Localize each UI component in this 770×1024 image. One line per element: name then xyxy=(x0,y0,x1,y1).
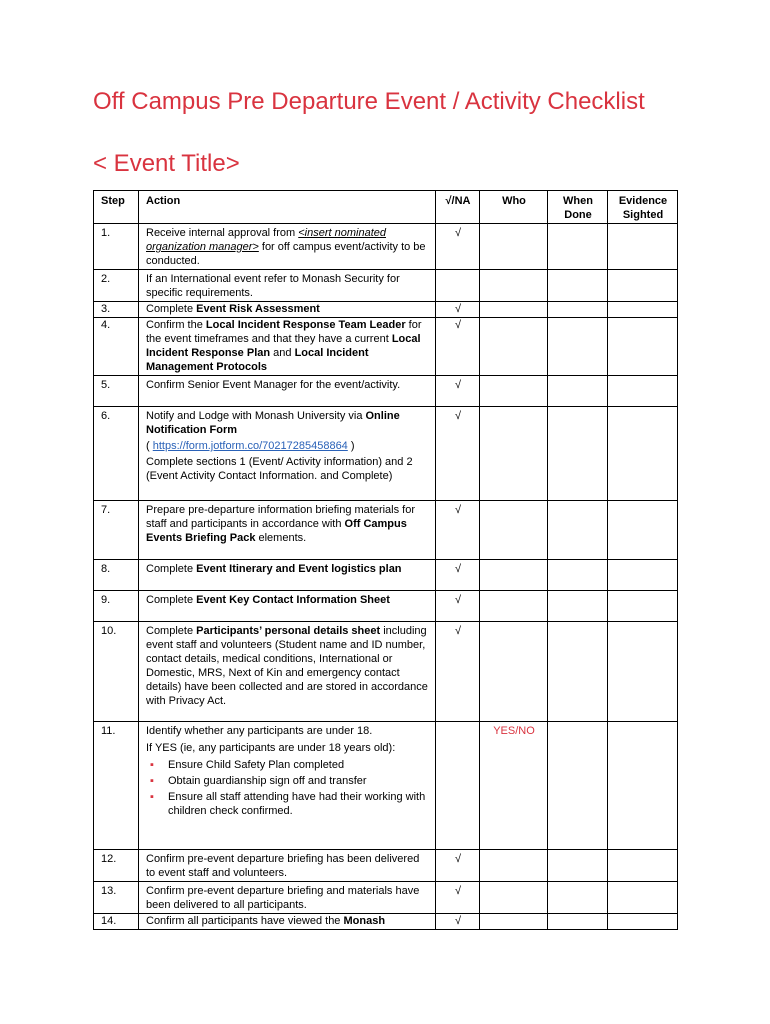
when-done-cell[interactable] xyxy=(548,376,608,407)
step-number: 12. xyxy=(94,850,139,882)
na-cell: √ xyxy=(436,622,480,722)
table-row xyxy=(94,914,678,930)
who-cell[interactable] xyxy=(480,560,548,591)
na-cell xyxy=(436,722,480,850)
event-title: < Event Title> xyxy=(93,150,240,177)
na-cell: √ xyxy=(436,376,480,407)
step-number: 8. xyxy=(94,560,139,591)
evidence-cell[interactable] xyxy=(608,302,678,318)
when-done-cell[interactable] xyxy=(548,302,608,318)
checklist-table xyxy=(93,190,678,930)
evidence-cell[interactable] xyxy=(608,270,678,302)
who-cell[interactable] xyxy=(480,501,548,560)
na-cell: √ xyxy=(436,501,480,560)
action-cell: If an International event refer to Monash Security for specific requirements. xyxy=(139,270,436,302)
action-cell: Notify and Lodge with Monash University via Online Notification Form ( https://form.jotform.co/70217285458864 ) Complete sections 1 (Event/ Activity information) and 2 (Event Activity Contact Information. and Complete) xyxy=(139,407,436,501)
who-cell[interactable]: YES/NO xyxy=(480,722,548,850)
step-number: 5. xyxy=(94,376,139,407)
header-action: Action xyxy=(139,191,436,224)
step-number: 11. xyxy=(94,722,139,850)
child-safety-list xyxy=(146,758,429,818)
evidence-cell[interactable] xyxy=(608,722,678,850)
na-cell: √ xyxy=(436,407,480,501)
step-number: 10. xyxy=(94,622,139,722)
evidence-cell[interactable] xyxy=(608,850,678,882)
step-number: 4. xyxy=(94,318,139,376)
na-cell: √ xyxy=(436,914,480,930)
who-cell[interactable] xyxy=(480,850,548,882)
step-number: 7. xyxy=(94,501,139,560)
header-who: Who xyxy=(480,191,548,224)
when-done-cell[interactable] xyxy=(548,407,608,501)
evidence-cell[interactable] xyxy=(608,622,678,722)
action-cell: Identify whether any participants are under 18. If YES (ie, any participants are under 18 years old): ▪ Ensure Child Safety Plan completed ▪ Obtain guardianship sign off and transfer ▪ Ensure all staff attending have had their working with children check confirmed. xyxy=(139,722,436,850)
who-cell[interactable] xyxy=(480,224,548,270)
evidence-cell[interactable] xyxy=(608,407,678,501)
notification-form-link[interactable]: https://form.jotform.co/70217285458864 xyxy=(152,440,348,452)
na-cell: √ xyxy=(436,224,480,270)
action-cell: Confirm Senior Event Manager for the event/activity. xyxy=(139,376,436,407)
who-cell[interactable] xyxy=(480,270,548,302)
header-when-done: When Done xyxy=(548,191,608,224)
na-cell xyxy=(436,270,480,302)
action-cell: Confirm all participants have viewed the Monash xyxy=(139,914,436,930)
when-done-cell[interactable] xyxy=(548,850,608,882)
na-cell: √ xyxy=(436,591,480,622)
action-cell: Confirm pre-event departure briefing and materials have been delivered to all participants. xyxy=(139,882,436,914)
table-row xyxy=(94,318,678,376)
table-row xyxy=(94,270,678,302)
list-item: ▪ Obtain guardianship sign off and transfer xyxy=(168,774,429,788)
table-row xyxy=(94,882,678,914)
action-cell: Confirm pre-event departure briefing has been delivered to event staff and volunteers. xyxy=(139,850,436,882)
header-step: Step xyxy=(94,191,139,224)
action-cell: Complete Participants’ personal details sheet including event staff and volunteers (Student name and ID number, contact details, medical conditions, International or Domestic, MRS, Next of Kin and emergency contact details) have been collected and are stored in accordance with Privacy Act. xyxy=(139,622,436,722)
table-row xyxy=(94,407,678,501)
evidence-cell[interactable] xyxy=(608,914,678,930)
action-cell: Complete Event Risk Assessment xyxy=(139,302,436,318)
when-done-cell[interactable] xyxy=(548,622,608,722)
na-cell: √ xyxy=(436,850,480,882)
step-number: 13. xyxy=(94,882,139,914)
table-row xyxy=(94,224,678,270)
who-cell[interactable] xyxy=(480,914,548,930)
action-cell: Complete Event Itinerary and Event logistics plan xyxy=(139,560,436,591)
when-done-cell[interactable] xyxy=(548,270,608,302)
evidence-cell[interactable] xyxy=(608,224,678,270)
when-done-cell[interactable] xyxy=(548,914,608,930)
when-done-cell[interactable] xyxy=(548,318,608,376)
who-cell[interactable] xyxy=(480,882,548,914)
who-cell[interactable] xyxy=(480,376,548,407)
when-done-cell[interactable] xyxy=(548,560,608,591)
table-row xyxy=(94,560,678,591)
table-row xyxy=(94,591,678,622)
evidence-cell[interactable] xyxy=(608,318,678,376)
who-cell[interactable] xyxy=(480,407,548,501)
step-number: 3. xyxy=(94,302,139,318)
list-item: ▪ Ensure all staff attending have had their working with children check confirmed. xyxy=(168,790,429,818)
table-row xyxy=(94,501,678,560)
na-cell: √ xyxy=(436,302,480,318)
action-cell: Receive internal approval from <insert nominated organization manager> for off campus event/activity to be conducted. xyxy=(139,224,436,270)
table-row xyxy=(94,376,678,407)
table-row xyxy=(94,622,678,722)
step-number: 1. xyxy=(94,224,139,270)
table-row xyxy=(94,722,678,850)
table-row xyxy=(94,850,678,882)
who-cell[interactable] xyxy=(480,591,548,622)
step-number: 9. xyxy=(94,591,139,622)
step-number: 2. xyxy=(94,270,139,302)
na-cell: √ xyxy=(436,882,480,914)
when-done-cell[interactable] xyxy=(548,882,608,914)
when-done-cell[interactable] xyxy=(548,591,608,622)
table-header-row xyxy=(94,191,678,224)
evidence-cell[interactable] xyxy=(608,501,678,560)
who-cell[interactable] xyxy=(480,622,548,722)
evidence-cell[interactable] xyxy=(608,882,678,914)
when-done-cell[interactable] xyxy=(548,224,608,270)
when-done-cell[interactable] xyxy=(548,501,608,560)
table-row xyxy=(94,302,678,318)
evidence-cell[interactable] xyxy=(608,376,678,407)
evidence-cell[interactable] xyxy=(608,560,678,591)
step-number: 14. xyxy=(94,914,139,930)
na-cell: √ xyxy=(436,560,480,591)
list-item: ▪ Ensure Child Safety Plan completed xyxy=(168,758,429,772)
who-cell[interactable] xyxy=(480,302,548,318)
step-number: 6. xyxy=(94,407,139,501)
document-title: Off Campus Pre Departure Event / Activity Checklist xyxy=(93,88,645,115)
action-cell: Complete Event Key Contact Information Sheet xyxy=(139,591,436,622)
who-cell[interactable] xyxy=(480,318,548,376)
action-cell: Prepare pre-departure information briefing materials for staff and participants in accordance with Off Campus Events Briefing Pack elements. xyxy=(139,501,436,560)
when-done-cell[interactable] xyxy=(548,722,608,850)
na-cell: √ xyxy=(436,318,480,376)
header-na: √/NA xyxy=(436,191,480,224)
header-evidence-sighted: Evidence Sighted xyxy=(608,191,678,224)
evidence-cell[interactable] xyxy=(608,591,678,622)
action-cell: Confirm the Local Incident Response Team Leader for the event timeframes and that they have a current Local Incident Response Plan and Local Incident Management Protocols xyxy=(139,318,436,376)
